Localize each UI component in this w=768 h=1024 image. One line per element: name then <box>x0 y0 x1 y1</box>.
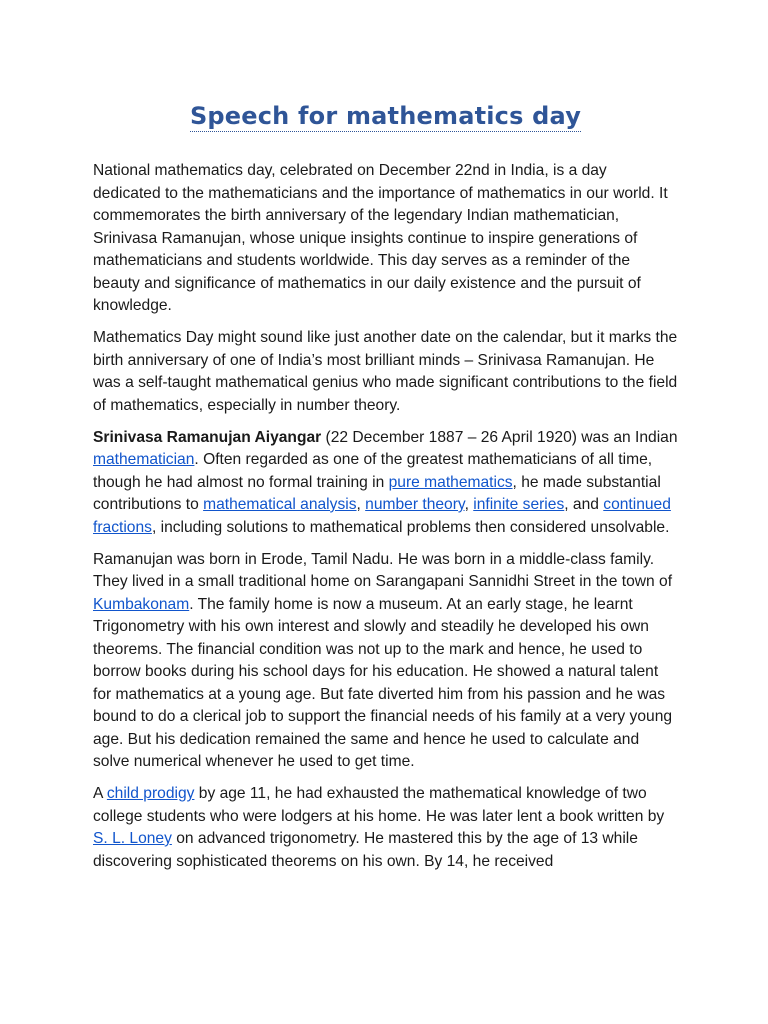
document-page <box>93 96 678 883</box>
link-infinite-series[interactable]: infinite series <box>473 496 565 513</box>
text-run: A <box>93 785 107 802</box>
link-kumbakonam[interactable]: Kumbakonam <box>93 595 190 613</box>
text-run: by age 11, he had exhausted the mathematical knowledge of two college students who were lodgers at his home. He was later lent a book written by <box>93 785 665 825</box>
document-title <box>93 96 678 136</box>
ramanujan-name-bold: Srinivasa Ramanujan Aiyangar <box>93 428 322 446</box>
link-pure-mathematics[interactable]: pure mathematics <box>388 473 513 491</box>
document-title-text: Speech for mathematics day <box>189 102 582 130</box>
link-number-theory[interactable]: number theory <box>365 496 465 513</box>
link-continued-fractions[interactable]: continued fractions <box>93 496 671 536</box>
link-sl-loney[interactable]: S. L. Loney <box>93 830 172 847</box>
link-mathematical-analysis[interactable]: mathematical analysis <box>203 496 357 513</box>
link-child-prodigy[interactable]: child prodigy <box>106 785 195 802</box>
text-run: , <box>464 496 474 513</box>
text-run: Ramanujan was born in Erode, Tamil Nadu. He was born in a middle-class family. They lived in a small traditional home on Sarangapani Sannidhi Street in the town of <box>93 550 673 590</box>
paragraph-ramanujan-bio <box>93 427 678 540</box>
paragraph-early-life <box>93 549 678 774</box>
link-mathematician[interactable]: mathematician <box>93 451 195 468</box>
paragraph-child-prodigy <box>93 783 678 873</box>
text-run: on advanced trigonometry. He mastered this by the age of 13 while discovering sophisticated theorems on his own. By 14, he received <box>93 830 638 870</box>
paragraph-mathematics-day: Mathematics Day might sound like just another date on the calendar, but it marks the birth anniversary of one of India’s most brilliant minds – Srinivasa Ramanujan. He was a self-taught mathematical genius who made significant contributions to the field of mathematics, especially in number theory. <box>93 329 678 414</box>
text-run: , <box>356 496 366 513</box>
text-run: , and <box>564 496 604 513</box>
text-run: . Often regarded as one of the greatest mathematicians of all time, though he had almost no formal training in <box>93 451 653 491</box>
text-run: , including solutions to mathematical problems then considered unsolvable. <box>151 518 670 536</box>
text-run: , he made substantial contributions to <box>93 473 661 513</box>
text-run: . The family home is now a museum. At an early stage, he learnt Trigonometry with his own interest and slowly and steadily he developed his own theorems. The financial condition was not up to the mark and hence, he used to borrow books during his school days for his education. He showed a natural talent for mathematics at a young age. But fate diverted him from his passion and he was bound to do a clerical job to support the financial needs of his family at a very young age. But his dedication remained the same and hence he used to calculate and solve numerical whenever he used to get time. <box>93 595 673 770</box>
paragraph-intro: National mathematics day, celebrated on December 22nd in India, is a day dedicated to the mathematicians and the importance of mathematics in our world. It commemorates the birth anniversary of the legendary Indian mathematician, Srinivasa Ramanujan, whose unique insights continue to inspire generations of mathematicians and students worldwide. This day serves as a reminder of the beauty and significance of mathematics in our daily existence and the pursuit of knowledge. <box>93 162 668 314</box>
text-run: (22 December 1887 – 26 April 1920) was an Indian <box>321 428 678 446</box>
